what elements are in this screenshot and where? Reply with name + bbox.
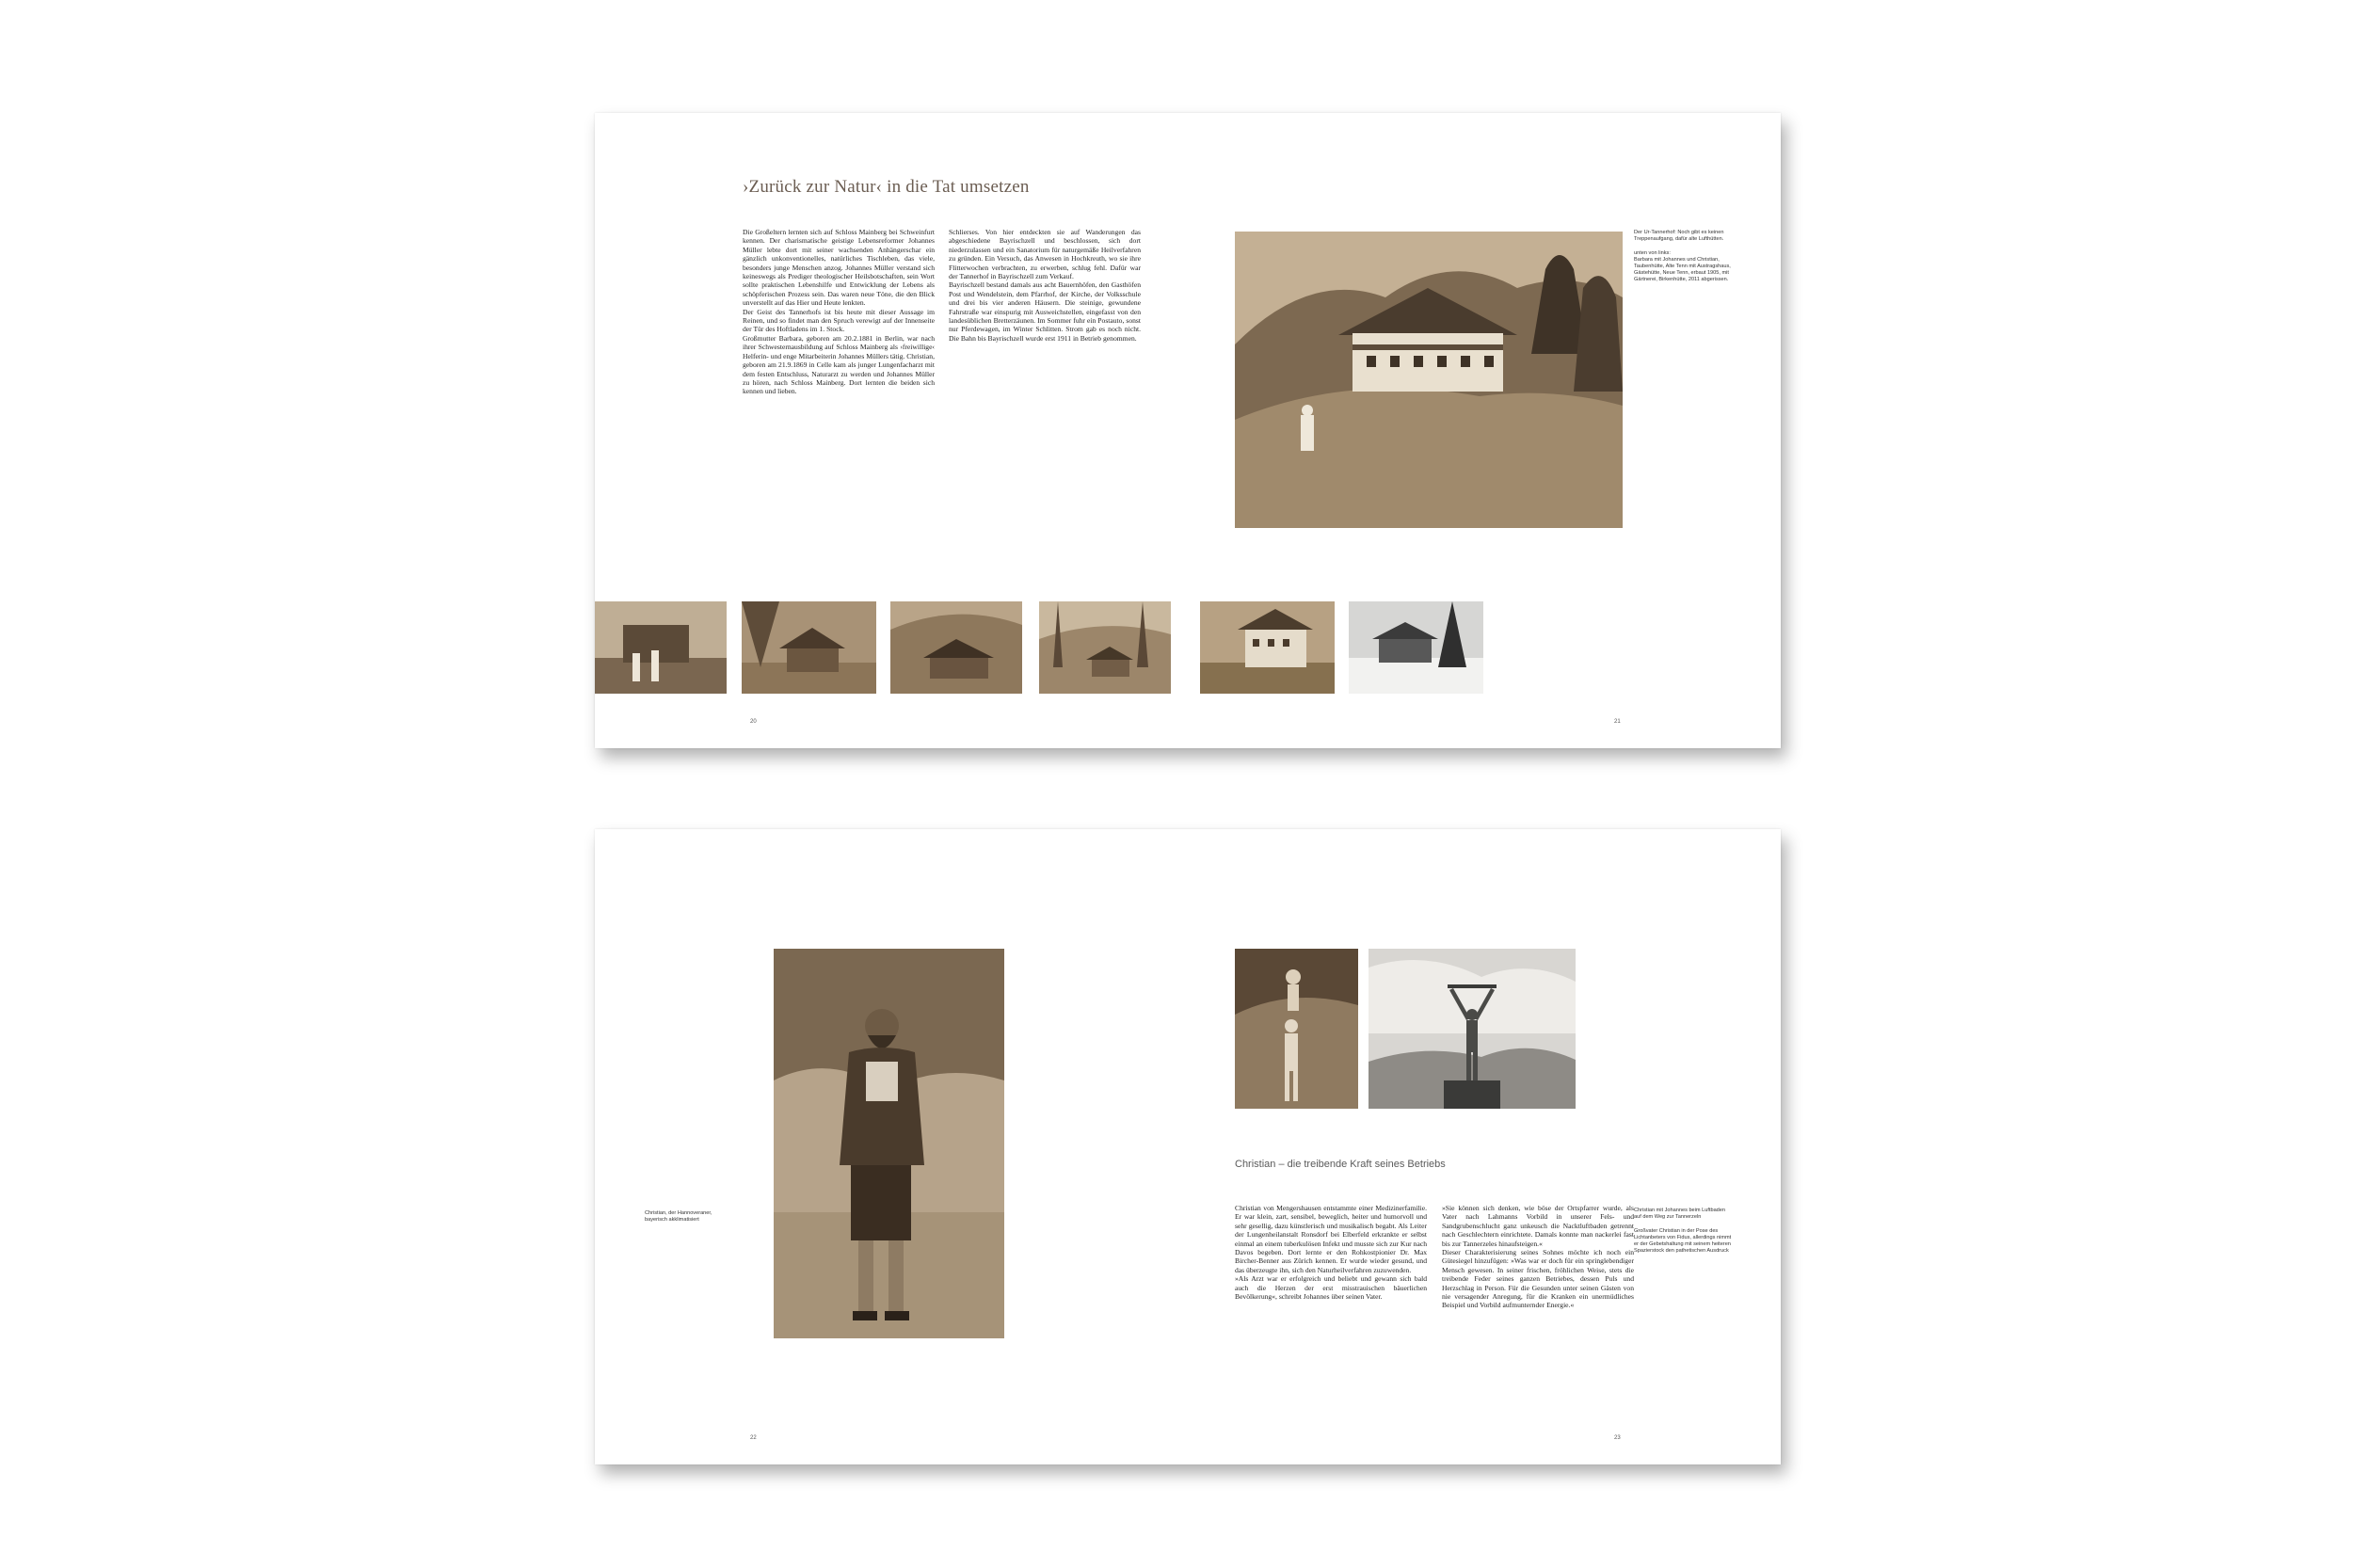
page-number-left: 20 xyxy=(750,719,757,725)
text-column-2: Schlierses. Von hier entdeckten sie auf Wanderungen das abgeschiedene Bayrischzell und beschlossen, sich dort niederzulassen und ein Sanatorium für naturgemäße Heilverfahren zu gründen. Ein Versuch, das Anwesen in Hochkreuth, wo sie ihre Flitterwochen verbrachten, zu erwerben, schlug fehl. Dafür war der Tannerhof in Bayrischzell zum Verkauf. Bayrischzell bestand damals aus acht Bauernhöfen, den Gasthöfen Post und Wendelstein, dem Pfarrhof, der Kirche, der Volksschule und drei bis vier anderen Häusern. Die steinige, gewundene Fahrstraße war einspurig mit Ausweichstellen, eingefasst von den landesüblichen Bretterzäunen. Im Sommer fuhr ein Postauto, sonst nur Pferdewagen, im Winter Schlitten. Strom gab es noch nicht. Die Bahn bis Bayrischzell wurde erst 1911 in Betrieb genommen. xyxy=(949,228,1141,343)
thumbnail-new-barn-photo xyxy=(1200,601,1335,694)
thumbnail-old-barn-photo xyxy=(890,601,1022,694)
right-page-caption: Christian mit Johannes beim Luftbaden auf dem Weg zur Tannerzeln Großvater Christian in der Pose des Lichtanbeters von Fidus, allerdings nimmt er der Gebetshaltung mit seinem heiteren Spazierstock den pathetischen Ausdruck xyxy=(1634,1208,1732,1255)
section-text-column-1: Christian von Mengershausen entstammte einer Medizinerfamilie. Er war klein, zart, sensibel, beweglich, heiter und humorvoll und sehr gesellig, dazu künstlerisch und musikalisch begabt. Als Leiter der Lungenheilanstalt Ronsdorf bei Elberfeld erkrankte er selbst einmal an einem tuberkulösen Infekt und musste sich zur Kur nach Davos begeben. Dort lernte er den Rohkostpionier Dr. Max Bircher-Benner aus Zürich kennen. Er wurde wieder gesund, und das überzeugte ihn, sich den Naturheilverfahren zuzuwenden. »Als Arzt war er erfolgreich und beliebt und gewann sich bald auch die Herzen der erst misstrauischen bäuerlichen Bevölkerung«, schreibt Johannes über seinen Vater. xyxy=(1235,1204,1427,1302)
spread-pages-20-21 xyxy=(595,113,1781,748)
thumbnail-family-photo xyxy=(595,601,727,694)
chapter-title: ›Zurück zur Natur‹ in die Tat umsetzen xyxy=(743,177,1030,197)
section-text-column-2: »Sie können sich denken, wie böse der Ortspfarrer wurde, als Vater nach Lahmanns Vorbild in unserer Fels- und Sandgrubenschlucht ganz unkeusch die Nacktluftbaden getrennt nach Geschlechtern einrichtete. Damals konnte man nackerlei fast bis zur Tannerzeles hinaufsteigen.« Dieser Charakterisierung seines Sohnes möchte ich noch ein Gütesiegel hinzufügen: »Was war er doch für ein springlebendiger Mensch gewesen. In seiner frischen, fröhlichen Weise, stets die treibende Feder seines ganzen Betriebes, dessen Puls und Herzschlag in Person. Für die Gesunden unter seinen Gästen von nie versagender Anregung, für die Kranken ein unermüdliches Beispiel und Vorbild aufmunternder Energie.« xyxy=(1442,1204,1634,1310)
thumbnail-pigeon-hut-photo xyxy=(742,601,876,694)
main-photo-caption: Der Ur-Tannerhof: Noch gibt es keinen Treppenaufgang, dafür alte Lufthütten. unten von links: Barbara mit Johannes und Christian, Taubenhütte, Alte Tenn mit Austragshaus, Gästehütte, Neue Tenn, erbaut 1905, mit Gärtnerei, Birkenhütte, 2011 abgerissen. xyxy=(1634,230,1731,283)
section-title: Christian – die treibende Kraft seines Betriebs xyxy=(1235,1159,1446,1170)
thumbnail-guest-hut-photo xyxy=(1039,601,1171,694)
sunbathing-photo xyxy=(1235,949,1358,1109)
light-worshipper-photo xyxy=(1369,949,1576,1109)
page-number-right: 21 xyxy=(1614,719,1621,725)
christian-portrait-photo xyxy=(774,949,1004,1338)
spread-pages-22-23 xyxy=(595,829,1781,1464)
page-number-right: 23 xyxy=(1614,1435,1621,1441)
portrait-caption: Christian, der Hannoveraner, bayerisch akklimatisiert xyxy=(645,1210,712,1224)
page-number-left: 22 xyxy=(750,1435,757,1441)
tannerhof-farmhouse-photo xyxy=(1235,232,1623,528)
text-column-1: Die Großeltern lernten sich auf Schloss Mainberg bei Schweinfurt kennen. Der charismatische geistige Lebensreformer Johannes Müller lebte dort mit seiner wachsenden Anhängerschar ein gänzlich unkonventionelles, natürliches Tischleben, das viele, besonders junge Menschen anzog. Johannes Müller verstand sich keineswegs als Prediger theologischer Heilsbotschaften, sein Wort sollte praktischen Lebenshilfe und Entwicklung der Lebens als schöpferischen Prozess sein. Das waren neue Töne, die den Blick unverstellt auf das Hier und Heute lenkten. Der Geist des Tannerhofs ist bis heute mit dieser Aussage im Reinen, und so findet man den Spruch verewigt auf der Innenseite der Tür des Hoftladens im 1. Stock. Großmutter Barbara, geboren am 20.2.1881 in Berlin, war nach ihrer Schwesternausbildung auf Schloss Mainberg als ›freiwillige‹ Helferin- und enge Mitarbeiterin Johannes Müllers tätig. Christian, geboren am 21.9.1869 in Celle kam als junger Lungenfacharzt mit dem festen Entschluss, Naturarzt zu werden und Johannes Müller zu hören, nach Schloss Mainberg. Dort lernten die beiden sich kennen und lieben. xyxy=(743,228,935,396)
thumbnail-birch-hut-winter-photo xyxy=(1349,601,1483,694)
